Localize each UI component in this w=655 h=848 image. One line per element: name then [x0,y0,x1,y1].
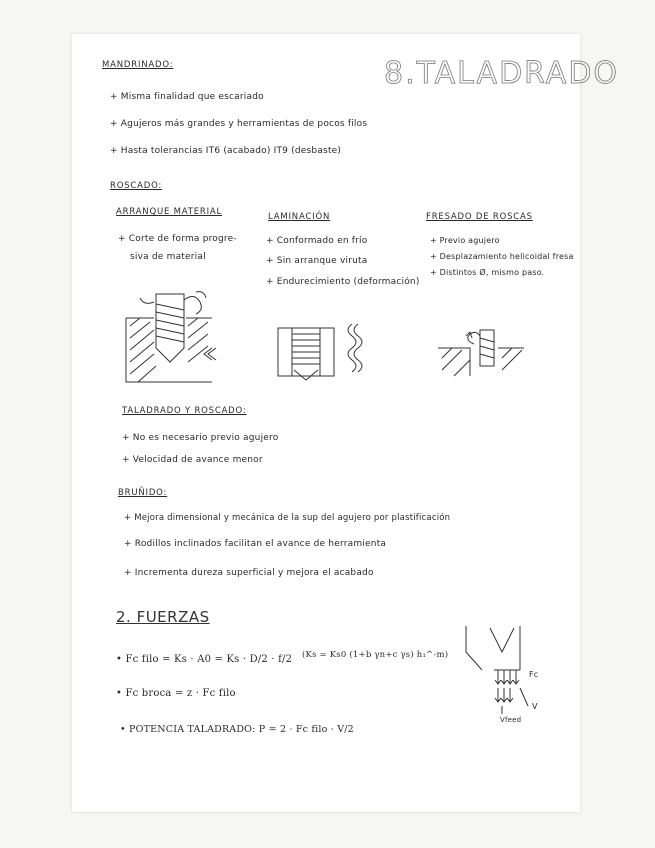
brunido-item: + Mejora dimensional y mecánica de la sup del agujero por plastificación [124,513,451,523]
laminacion-heading: LAMINACIÓN [268,212,331,222]
laminacion-figure [272,318,372,386]
fresado-heading: FRESADO DE ROSCAS [426,212,533,222]
formula-fc-broca: • Fc broca = z · Fc filo [116,688,236,699]
laminacion-item: + Sin arranque viruta [266,256,368,266]
fresado-item: + Previo agujero [430,236,500,245]
formula-ks: (Ks = Ks0 (1+b γn+c γs) h₁^-m) [302,650,449,660]
mandrinado-item: + Hasta tolerancias IT6 (acabado) IT9 (desbaste) [110,146,342,156]
arranque-heading: ARRANQUE MATERIAL [116,207,223,217]
taladrado-roscado-item: + Velocidad de avance menor [122,455,263,465]
fresado-figure [436,318,526,378]
taladrado-roscado-item: + No es necesario previo agujero [122,433,279,443]
forces-figure [462,622,556,722]
v-label: V [532,702,538,711]
fresado-item: + Distintos Ø, mismo paso. [430,268,545,277]
mandrinado-heading: MANDRINADO: [102,60,174,70]
formula-fc-filo: • Fc filo = Ks · A0 = Ks · D/2 · f/2 [116,654,293,665]
vfeed-label: Vfeed [500,716,522,724]
arranque-figure [124,290,224,390]
fresado-item: + Desplazamiento helicoidal fresa [430,252,574,261]
page-title: 8.TALADRADO [384,56,620,91]
brunido-item: + Rodillos inclinados facilitan el avance de herramienta [124,539,387,549]
fc-label: Fc [529,670,539,679]
roscado-heading: ROSCADO: [110,181,163,191]
laminacion-item: + Endurecimiento (deformación) [266,277,420,287]
taladrado-roscado-heading: TALADRADO Y ROSCADO: [122,406,247,416]
arranque-item: siva de material [130,252,206,262]
arranque-item: + Corte de forma progre- [118,234,237,244]
laminacion-item: + Conformado en frío [266,236,368,246]
fuerzas-heading: 2. FUERZAS [116,608,210,626]
brunido-heading: BRUÑIDO: [118,488,168,498]
mandrinado-item: + Misma finalidad que escariado [110,92,264,102]
brunido-item: + Incrementa dureza superficial y mejora el acabado [124,568,374,578]
mandrinado-item: + Agujeros más grandes y herramientas de pocos filos [110,119,368,129]
formula-potencia: • POTENCIA TALADRADO: P = 2 · Fc filo · V/2 [120,724,354,735]
